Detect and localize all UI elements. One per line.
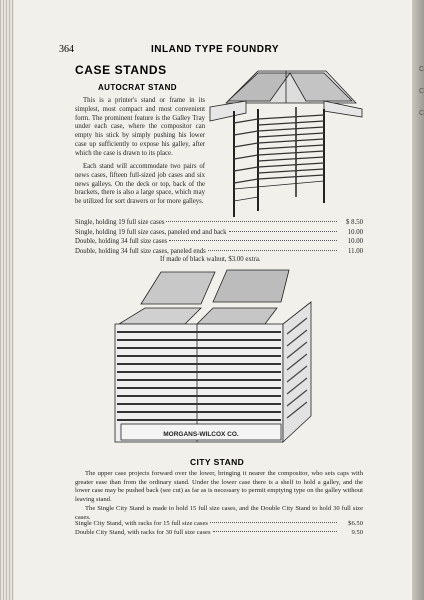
dot-leader — [213, 531, 337, 532]
price-description: Single City Stand, with racks for 15 full size cases — [75, 520, 208, 527]
running-title: INLAND TYPE FOUNDRY — [151, 44, 280, 55]
price-amount: 11.00 — [347, 247, 363, 255]
price-row — [75, 228, 363, 238]
autocrat-description: This is a printer's stand or frame in its simplest, most compact and most convenient form. The prominent feature is the Galley Tray under each case, where the compositor can empty his stick by simply pushing his lower case up sufficiently to expose his galley, after which the case is drawn to its place. — [75, 97, 205, 157]
price-description: Single, holding 19 full size cases — [75, 219, 165, 226]
price-description: Double, holding 34 full size cases, paneled ends — [75, 247, 206, 255]
city-price-list — [75, 519, 363, 537]
dot-leader — [229, 231, 337, 232]
city-paragraph: The upper case projects forward over the lower, bringing it nearer the compositor, who sets caps with greater ease than from the ordinary stand. Under the lower case there is a shelf to hold a galley, and the lower case may be pushed back (see cut) as far as is necessary to permit emptying type on the galley without leaving stand. — [75, 470, 363, 504]
page-number: 364 — [59, 44, 74, 55]
dot-leader — [210, 522, 337, 523]
price-amount: $6.50 — [348, 520, 363, 527]
city-stand-description — [75, 470, 363, 522]
price-amount: 10.00 — [347, 238, 363, 246]
price-row — [75, 237, 363, 247]
autocrat-price-list — [75, 218, 363, 256]
price-description: Double, holding 34 full size cases — [75, 238, 168, 246]
section-title: CASE STANDS — [75, 63, 167, 77]
dot-leader — [169, 240, 337, 241]
autocrat-stand-title: AUTOCRAT STAND — [98, 83, 177, 92]
page-edge-stack — [0, 0, 14, 600]
walnut-note: If made of black walnut, $3.00 extra. — [160, 256, 261, 263]
manufacturer-label: MORGANS-WILCOX CO. — [163, 431, 239, 438]
price-row — [75, 528, 363, 537]
city-paragraph: The Single City Stand is made to hold 15 full size cases, and the Double City Stand to hold 30 full size cases. — [75, 504, 363, 521]
page-header — [59, 44, 335, 58]
price-row — [75, 218, 363, 228]
autocrat-stand-illustration — [206, 63, 364, 223]
city-stand-title: CITY STAND — [190, 457, 245, 467]
facing-page-letter: C — [418, 110, 424, 117]
dot-leader — [166, 221, 337, 222]
dot-leader — [208, 250, 337, 251]
price-description: Single, holding 19 full size cases, paneled end and back — [75, 228, 227, 236]
price-description: Double City Stand, with racks for 30 full size cases — [75, 529, 211, 537]
price-row — [75, 247, 363, 257]
autocrat-capacity-text: Each stand will accommodate two pairs of news cases, fifteen full-sized job cases and six news galleys. On the deck or top, back of the brackets, there is also a large space, which may be utilized for sort drawers or for more galleys. — [75, 163, 205, 206]
city-stand-illustration — [105, 268, 323, 458]
price-amount: $ 8.50 — [346, 219, 363, 226]
facing-page-letter: C — [418, 66, 424, 73]
price-amount: 9.50 — [351, 529, 363, 537]
price-row — [75, 519, 363, 528]
facing-page-letter: C — [418, 88, 424, 95]
facing-page-edge — [412, 0, 424, 600]
price-amount: 10.00 — [347, 228, 363, 236]
